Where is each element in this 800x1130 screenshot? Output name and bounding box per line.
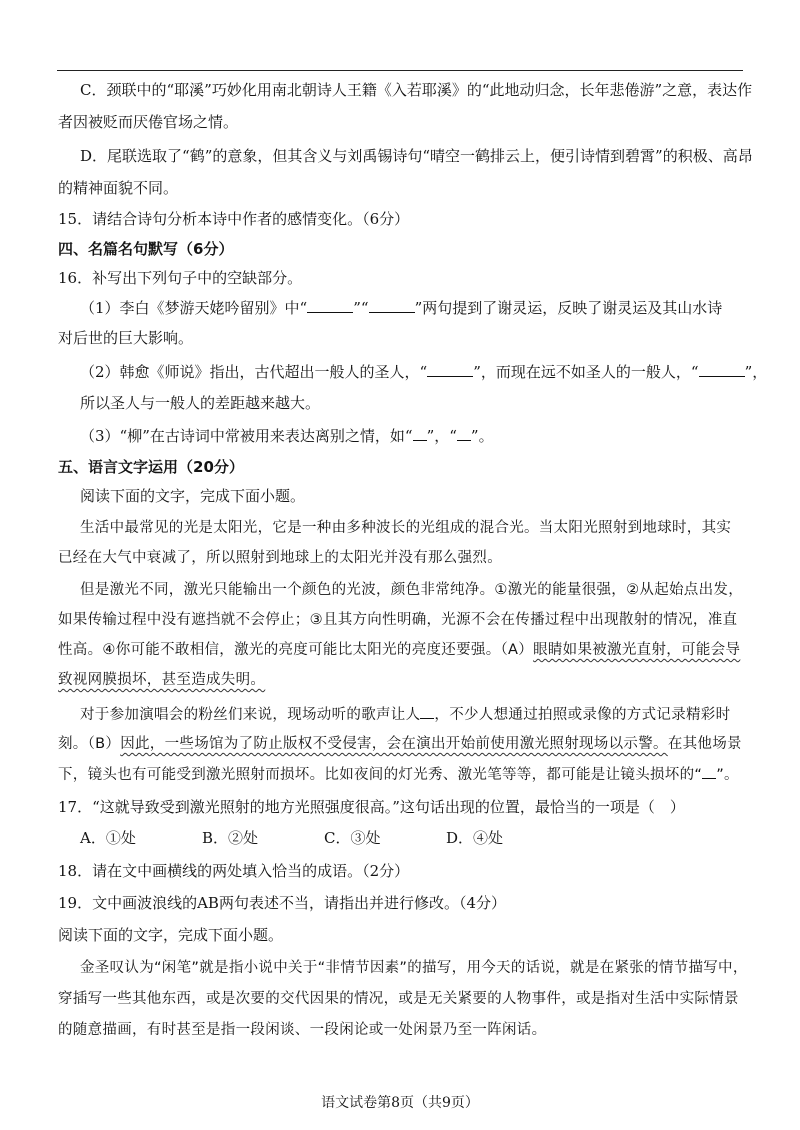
q16-sub1-text-c: ”两句提到了谢灵运，反映了谢灵运及其山水诗 (414, 299, 723, 317)
page-footer: 语文试卷第8页（共9页） (321, 1095, 479, 1111)
section-5-heading: 五、语言文字运用（20分） (58, 458, 244, 476)
q14-option-c-line1: C．颈联中的“耶溪”巧妙化用南北朝诗人王籍《入若耶溪》的“此地动归念，长年悲倦游”之意，表达作 (80, 81, 753, 99)
idiom-blank-1[interactable] (420, 704, 434, 719)
q14-option-c-line2: 者因被贬而厌倦官场之情。 (58, 113, 239, 131)
q16-sub3-text-a: （3）“柳”在古诗词中常被用来表达离别之情，如“ (80, 427, 413, 445)
passage-2-line3-text: 性高。④你可能不敢相信，激光的亮度可能比太阳光的亮度还要强。（A） (58, 642, 534, 658)
passage-3-line2-text-a: 刻。（B） (58, 736, 121, 752)
q16-sub2-text-a: （2）韩愈《师说》指出，古代超出一般人的圣人，“ (80, 363, 428, 381)
passage-4-line3: 的随意描画，有时甚至是指一段闲谈、一段闲论或一处闲景乃至一阵闲话。 (58, 1022, 547, 1038)
sentence-a-wavy: 眼睛如果被激光直射，可能会导 (533, 642, 741, 658)
question-18: 18．请在文中画横线的两处填入恰当的成语。（2分） (58, 862, 410, 880)
passage-4-line1: 金圣叹认为“闲笔”就是指小说中关于“非情节因素”的描写，用今天的话说，就是在紧张的情节描写中， (80, 960, 748, 976)
question-17: 17．“这就导致受到激光照射的地方光照强度很高。”这句话出现的位置，最恰当的一项是（ ） (58, 798, 685, 816)
passage-2-line2: 如果传输过程中没有遮挡就不会停止；③且其方向性明确，光源不会在传播过程中出现散射的情况，准直 (58, 612, 738, 628)
answer-blank[interactable] (307, 298, 353, 313)
answer-blank[interactable] (413, 426, 427, 441)
passage-1-line2: 已经在大气中衰减了，所以照射到地球上的太阳光并没有那么强烈。 (58, 550, 502, 566)
sentence-b-wavy: 因此，一些场馆为了防止版权不受侵害，会在演出开始前使用激光照射现场以示警。 (120, 736, 668, 752)
reading-intro-2: 阅读下面的文字，完成下面小题。 (58, 926, 284, 944)
question-15: 15．请结合诗句分析本诗中作者的感情变化。（6分） (58, 210, 410, 228)
passage-3-line1-text-b: ，不少人想通过拍照或录像的方式记录精彩时 (434, 707, 731, 723)
question-19: 19．文中画波浪线的AB两句表述不当，请指出并进行修改。（4分） (58, 894, 506, 912)
passage-2-line4 (58, 670, 265, 690)
q16-sub1-line2: 对后世的巨大影响。 (58, 329, 194, 347)
passage-3-line1 (80, 704, 730, 725)
q16-sub3-text-c: ”。 (470, 427, 494, 445)
passage-3-line3 (58, 764, 739, 785)
passage-3-line1-text-a: 对于参加演唱会的粉丝们来说，现场动听的歌声让人 (80, 707, 421, 723)
q16-sub2-line2: 所以圣人与一般人的差距越来越大。 (80, 394, 321, 412)
q14-option-d-line2: 的精神面貌不同。 (58, 179, 179, 197)
passage-2-line3 (58, 640, 740, 660)
header-rule (57, 70, 743, 71)
sentence-a-wavy-end: 致视网膜损坏，甚至造成失明。 (58, 672, 266, 688)
q16-sub3-line (80, 426, 494, 446)
q17-option-a[interactable]: A．①处 (80, 829, 136, 847)
q16-sub2-text-c: ”， (744, 363, 768, 381)
q16-sub2-text-b: ”，而现在远不如圣人的一般人，“ (473, 363, 699, 381)
idiom-blank-2[interactable] (702, 764, 716, 779)
passage-3-line3-text-a: 下，镜头也有可能受到激光照射而损坏。比如夜间的灯光秀、激光笔等等，都可能是让镜头损坏的“ (58, 767, 703, 783)
passage-4-line2: 穿插写一些其他东西，或是次要的交代因果的情况，或是无关紧要的人物事件，或是指对生活中实际情景 (58, 991, 739, 1007)
passage-2-line1: 但是激光不同，激光只能输出一个颜色的光波，颜色非常纯净。①激光的能量很强，②从起始点出发， (80, 582, 743, 598)
q14-option-d-line1: D．尾联选取了“鹤”的意象，但其含义与刘禹锡诗句“晴空一鹤排云上，便引诗情到碧霄”的积极、高昂 (80, 147, 753, 165)
q16-sub1-text-b: ”“ (353, 299, 369, 317)
q17-option-b[interactable]: B．②处 (202, 829, 259, 847)
passage-3-line3-text-b: ”。 (716, 767, 739, 783)
answer-blank[interactable] (427, 362, 473, 377)
q17-option-c[interactable]: C．③处 (324, 829, 381, 847)
q16-sub3-text-b: ”，“ (426, 427, 457, 445)
section-4-heading: 四、名篇名句默写（6分） (58, 240, 234, 258)
q16-sub1-text-a: （1）李白《梦游天姥吟留别》中“ (80, 299, 308, 317)
q16-sub2-line1 (80, 362, 767, 382)
question-16: 16．补写出下列句子中的空缺部分。 (58, 269, 303, 287)
answer-blank[interactable] (699, 362, 745, 377)
passage-3-line2-text-c: 在其他场景 (667, 736, 742, 752)
passage-1-line1: 生活中最常见的光是太阳光，它是一种由多种波长的光组成的混合光。当太阳光照射到地球时，其实 (80, 520, 732, 536)
q17-option-d[interactable]: D．④处 (446, 829, 504, 847)
q16-sub1-line1 (80, 298, 722, 318)
passage-3-line2 (58, 734, 742, 754)
answer-blank[interactable] (369, 298, 415, 313)
q17-options (80, 828, 568, 848)
reading-intro-1: 阅读下面的文字，完成下面小题。 (80, 487, 306, 505)
answer-blank[interactable] (457, 426, 471, 441)
